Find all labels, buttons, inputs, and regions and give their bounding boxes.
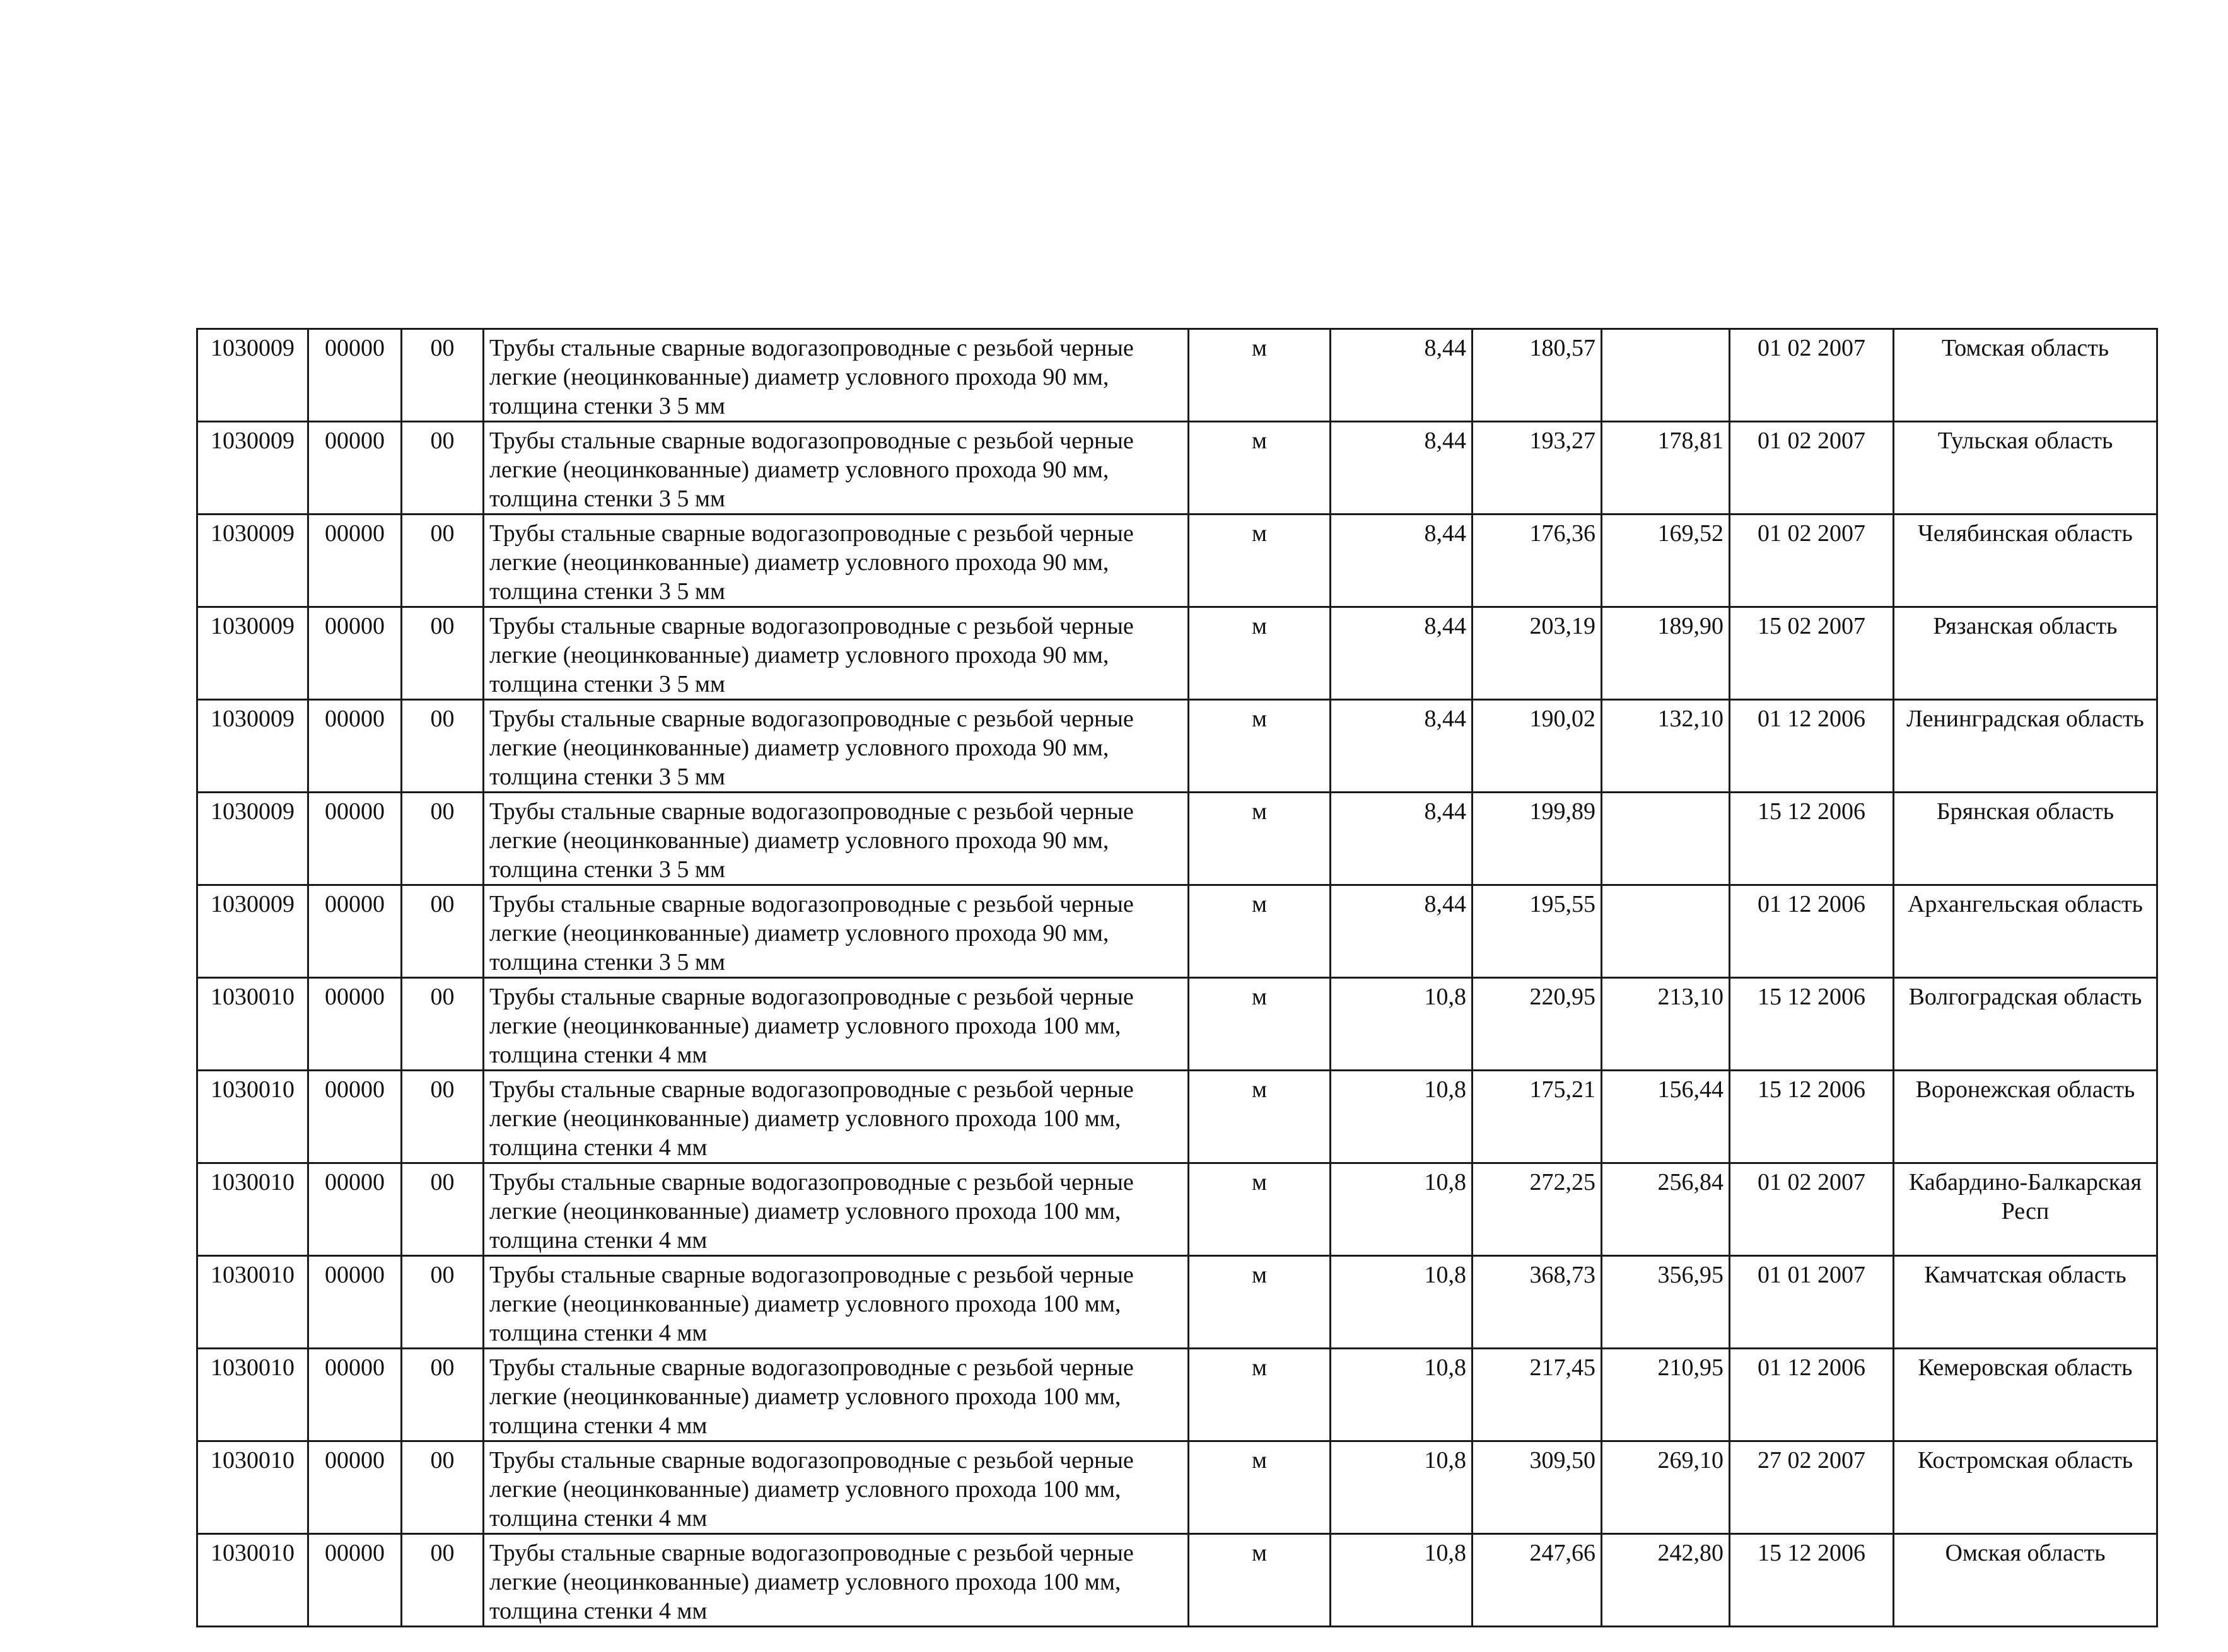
price-alt-cell [1602,329,1730,422]
variant-cell: 00 [402,1534,484,1627]
table-row [197,700,2157,793]
subcode-cell: 00000 [308,885,402,978]
weight-cell: 10,8 [1331,1441,1473,1534]
description-cell: Трубы стальные сварные водогазопроводные с резьбой черные легкие (неоцинкованные) диаметр условного прохода 90 мм, толщина стенки 3 5 мм [484,422,1189,515]
variant-cell: 00 [402,515,484,607]
unit-cell: м [1189,329,1331,422]
table-row [197,515,2157,607]
price-cell: 176,36 [1473,515,1602,607]
item-code-cell: 1030009 [197,329,308,422]
item-code-cell: 1030010 [197,1349,308,1441]
table-row [197,422,2157,515]
price-cell: 175,21 [1473,1071,1602,1163]
price-cell: 217,45 [1473,1349,1602,1441]
price-table [196,328,2158,1627]
price-cell: 203,19 [1473,607,1602,700]
item-code-cell: 1030009 [197,515,308,607]
region-cell: Волгоградская область [1894,978,2157,1071]
item-code-cell: 1030009 [197,793,308,885]
date-cell: 15 12 2006 [1730,978,1894,1071]
variant-cell: 00 [402,607,484,700]
variant-cell: 00 [402,793,484,885]
subcode-cell: 00000 [308,1071,402,1163]
unit-cell: м [1189,978,1331,1071]
subcode-cell: 00000 [308,1441,402,1534]
price-alt-cell: 213,10 [1602,978,1730,1071]
unit-cell: м [1189,1534,1331,1627]
unit-cell: м [1189,1256,1331,1349]
date-cell: 01 02 2007 [1730,515,1894,607]
variant-cell: 00 [402,1071,484,1163]
unit-cell: м [1189,1441,1331,1534]
subcode-cell: 00000 [308,793,402,885]
weight-cell: 8,44 [1331,422,1473,515]
date-cell: 15 02 2007 [1730,607,1894,700]
description-cell: Трубы стальные сварные водогазопроводные с резьбой черные легкие (неоцинкованные) диаметр условного прохода 90 мм, толщина стенки 3 5 мм [484,700,1189,793]
region-cell: Рязанская область [1894,607,2157,700]
region-cell: Костромская область [1894,1441,2157,1534]
region-cell: Омская область [1894,1534,2157,1627]
date-cell: 27 02 2007 [1730,1441,1894,1534]
region-cell: Архангельская область [1894,885,2157,978]
unit-cell: м [1189,700,1331,793]
description-cell: Трубы стальные сварные водогазопроводные с резьбой черные легкие (неоцинкованные) диаметр условного прохода 100 мм, толщина стенки 4 мм [484,1349,1189,1441]
table-row [197,885,2157,978]
unit-cell: м [1189,607,1331,700]
unit-cell: м [1189,1349,1331,1441]
date-cell: 01 01 2007 [1730,1256,1894,1349]
region-cell: Челябинская область [1894,515,2157,607]
subcode-cell: 00000 [308,700,402,793]
date-cell: 01 02 2007 [1730,422,1894,515]
table-body [197,329,2157,1627]
subcode-cell: 00000 [308,1163,402,1256]
subcode-cell: 00000 [308,1534,402,1627]
variant-cell: 00 [402,885,484,978]
price-alt-cell: 169,52 [1602,515,1730,607]
price-alt-cell: 242,80 [1602,1534,1730,1627]
weight-cell: 10,8 [1331,1071,1473,1163]
price-alt-cell [1602,793,1730,885]
date-cell: 01 02 2007 [1730,329,1894,422]
price-cell: 195,55 [1473,885,1602,978]
subcode-cell: 00000 [308,1256,402,1349]
table-row [197,1071,2157,1163]
table-row [197,978,2157,1071]
variant-cell: 00 [402,1256,484,1349]
weight-cell: 10,8 [1331,1534,1473,1627]
variant-cell: 00 [402,1349,484,1441]
variant-cell: 00 [402,329,484,422]
price-cell: 190,02 [1473,700,1602,793]
weight-cell: 8,44 [1331,700,1473,793]
region-cell: Тульская область [1894,422,2157,515]
region-cell: Томская область [1894,329,2157,422]
region-cell: Брянская область [1894,793,2157,885]
date-cell: 15 12 2006 [1730,1071,1894,1163]
item-code-cell: 1030010 [197,1256,308,1349]
item-code-cell: 1030010 [197,1441,308,1534]
item-code-cell: 1030010 [197,1163,308,1256]
item-code-cell: 1030009 [197,607,308,700]
price-alt-cell: 178,81 [1602,422,1730,515]
price-cell: 309,50 [1473,1441,1602,1534]
item-code-cell: 1030009 [197,885,308,978]
table-row [197,1349,2157,1441]
region-cell: Камчатская область [1894,1256,2157,1349]
subcode-cell: 00000 [308,515,402,607]
description-cell: Трубы стальные сварные водогазопроводные с резьбой черные легкие (неоцинкованные) диаметр условного прохода 90 мм, толщина стенки 3 5 мм [484,329,1189,422]
item-code-cell: 1030010 [197,978,308,1071]
price-cell: 220,95 [1473,978,1602,1071]
variant-cell: 00 [402,978,484,1071]
subcode-cell: 00000 [308,422,402,515]
unit-cell: м [1189,885,1331,978]
price-alt-cell: 356,95 [1602,1256,1730,1349]
table-row [197,793,2157,885]
date-cell: 15 12 2006 [1730,1534,1894,1627]
item-code-cell: 1030010 [197,1071,308,1163]
price-alt-cell: 156,44 [1602,1071,1730,1163]
weight-cell: 10,8 [1331,1163,1473,1256]
date-cell: 01 12 2006 [1730,885,1894,978]
date-cell: 01 12 2006 [1730,1349,1894,1441]
region-cell: Ленинградская область [1894,700,2157,793]
unit-cell: м [1189,422,1331,515]
unit-cell: м [1189,1163,1331,1256]
description-cell: Трубы стальные сварные водогазопроводные с резьбой черные легкие (неоцинкованные) диаметр условного прохода 100 мм, толщина стенки 4 мм [484,1534,1189,1627]
table-row [197,607,2157,700]
price-cell: 199,89 [1473,793,1602,885]
price-alt-cell: 210,95 [1602,1349,1730,1441]
weight-cell: 8,44 [1331,793,1473,885]
price-cell: 193,27 [1473,422,1602,515]
description-cell: Трубы стальные сварные водогазопроводные с резьбой черные легкие (неоцинкованные) диаметр условного прохода 100 мм, толщина стенки 4 мм [484,1163,1189,1256]
unit-cell: м [1189,793,1331,885]
price-cell: 180,57 [1473,329,1602,422]
weight-cell: 8,44 [1331,515,1473,607]
variant-cell: 00 [402,422,484,515]
description-cell: Трубы стальные сварные водогазопроводные с резьбой черные легкие (неоцинкованные) диаметр условного прохода 90 мм, толщина стенки 3 5 мм [484,885,1189,978]
unit-cell: м [1189,515,1331,607]
weight-cell: 8,44 [1331,607,1473,700]
price-alt-cell: 269,10 [1602,1441,1730,1534]
table-row [197,329,2157,422]
price-alt-cell: 189,90 [1602,607,1730,700]
table-row [197,1256,2157,1349]
subcode-cell: 00000 [308,329,402,422]
weight-cell: 8,44 [1331,885,1473,978]
description-cell: Трубы стальные сварные водогазопроводные с резьбой черные легкие (неоцинкованные) диаметр условного прохода 90 мм, толщина стенки 3 5 мм [484,793,1189,885]
region-cell: Кабардино-Балкарская Респ [1894,1163,2157,1256]
subcode-cell: 00000 [308,1349,402,1441]
item-code-cell: 1030010 [197,1534,308,1627]
date-cell: 15 12 2006 [1730,793,1894,885]
item-code-cell: 1030009 [197,700,308,793]
variant-cell: 00 [402,700,484,793]
subcode-cell: 00000 [308,978,402,1071]
price-cell: 247,66 [1473,1534,1602,1627]
description-cell: Трубы стальные сварные водогазопроводные с резьбой черные легкие (неоцинкованные) диаметр условного прохода 100 мм, толщина стенки 4 мм [484,1256,1189,1349]
subcode-cell: 00000 [308,607,402,700]
date-cell: 01 12 2006 [1730,700,1894,793]
table-row [197,1441,2157,1534]
weight-cell: 10,8 [1331,1256,1473,1349]
region-cell: Воронежская область [1894,1071,2157,1163]
table-row [197,1163,2157,1256]
document-sheet [196,328,2156,1627]
item-code-cell: 1030009 [197,422,308,515]
price-cell: 272,25 [1473,1163,1602,1256]
table-row [197,1534,2157,1627]
weight-cell: 10,8 [1331,978,1473,1071]
price-alt-cell: 256,84 [1602,1163,1730,1256]
description-cell: Трубы стальные сварные водогазопроводные с резьбой черные легкие (неоцинкованные) диаметр условного прохода 100 мм, толщина стенки 4 мм [484,1441,1189,1534]
weight-cell: 10,8 [1331,1349,1473,1441]
description-cell: Трубы стальные сварные водогазопроводные с резьбой черные легкие (неоцинкованные) диаметр условного прохода 100 мм, толщина стенки 4 мм [484,978,1189,1071]
price-alt-cell: 132,10 [1602,700,1730,793]
unit-cell: м [1189,1071,1331,1163]
weight-cell: 8,44 [1331,329,1473,422]
price-cell: 368,73 [1473,1256,1602,1349]
description-cell: Трубы стальные сварные водогазопроводные с резьбой черные легкие (неоцинкованные) диаметр условного прохода 90 мм, толщина стенки 3 5 мм [484,515,1189,607]
price-alt-cell [1602,885,1730,978]
description-cell: Трубы стальные сварные водогазопроводные с резьбой черные легкие (неоцинкованные) диаметр условного прохода 100 мм, толщина стенки 4 мм [484,1071,1189,1163]
variant-cell: 00 [402,1441,484,1534]
description-cell: Трубы стальные сварные водогазопроводные с резьбой черные легкие (неоцинкованные) диаметр условного прохода 90 мм, толщина стенки 3 5 мм [484,607,1189,700]
variant-cell: 00 [402,1163,484,1256]
date-cell: 01 02 2007 [1730,1163,1894,1256]
region-cell: Кемеровская область [1894,1349,2157,1441]
